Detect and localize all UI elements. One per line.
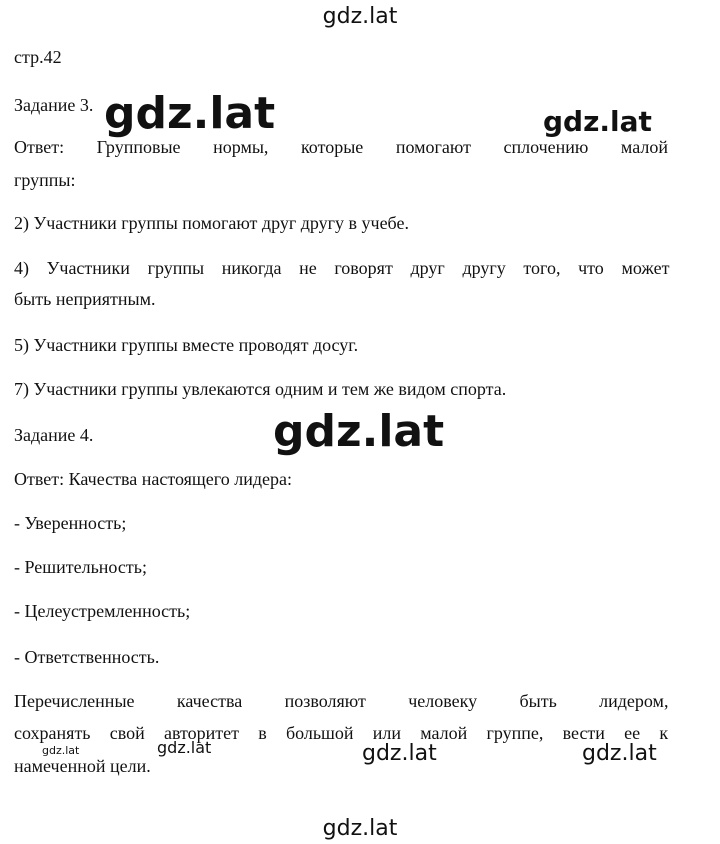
conclusion-line2: сохранять свой авторитет в большой или малой группе, вести ее к: [14, 723, 669, 743]
watermark-large-2: gdz.lat: [273, 406, 445, 457]
watermark-small-1: gdz.lat: [42, 744, 80, 757]
watermark-right-1: gdz.lat: [543, 105, 652, 138]
task3-answer-line1: Ответ: Групповые нормы, которые помогают сплочению малой: [14, 137, 668, 157]
task4-heading: Задание 4.: [14, 425, 94, 445]
watermark-large-1: gdz.lat: [104, 88, 276, 139]
watermark-small-3: gdz.lat: [362, 741, 437, 766]
task3-item-5: 5) Участники группы вместе проводят досуг.: [14, 335, 359, 355]
task4-answer: Ответ: Качества настоящего лидера:: [14, 469, 292, 489]
task3-item-4-line1: 4) Участники группы никогда не говорят друг другу того, что может: [14, 258, 670, 278]
task3-answer-line2: группы:: [14, 170, 76, 190]
quality-item: - Уверенность;: [14, 513, 127, 533]
task3-item-2: 2) Участники группы помогают друг другу в учебе.: [14, 213, 409, 233]
task3-heading: Задание 3.: [14, 95, 94, 115]
quality-item: - Целеустремленность;: [14, 601, 191, 621]
conclusion-line3: намеченной цели.: [14, 756, 151, 776]
conclusion-line1: Перечисленные качества позволяют человеку быть лидером,: [14, 691, 669, 711]
task3-item-7: 7) Участники группы увлекаются одним и тем же видом спорта.: [14, 379, 507, 399]
watermark-top: gdz.lat: [322, 4, 398, 29]
task3-item-4-line2: быть неприятным.: [14, 289, 156, 309]
quality-item: - Ответственность.: [14, 647, 160, 667]
page-number: стр.42: [14, 47, 62, 67]
watermark-bottom: gdz.lat: [322, 816, 398, 841]
watermark-small-4: gdz.lat: [582, 741, 657, 766]
watermark-small-2: gdz.lat: [157, 738, 212, 757]
quality-item: - Решительность;: [14, 557, 147, 577]
